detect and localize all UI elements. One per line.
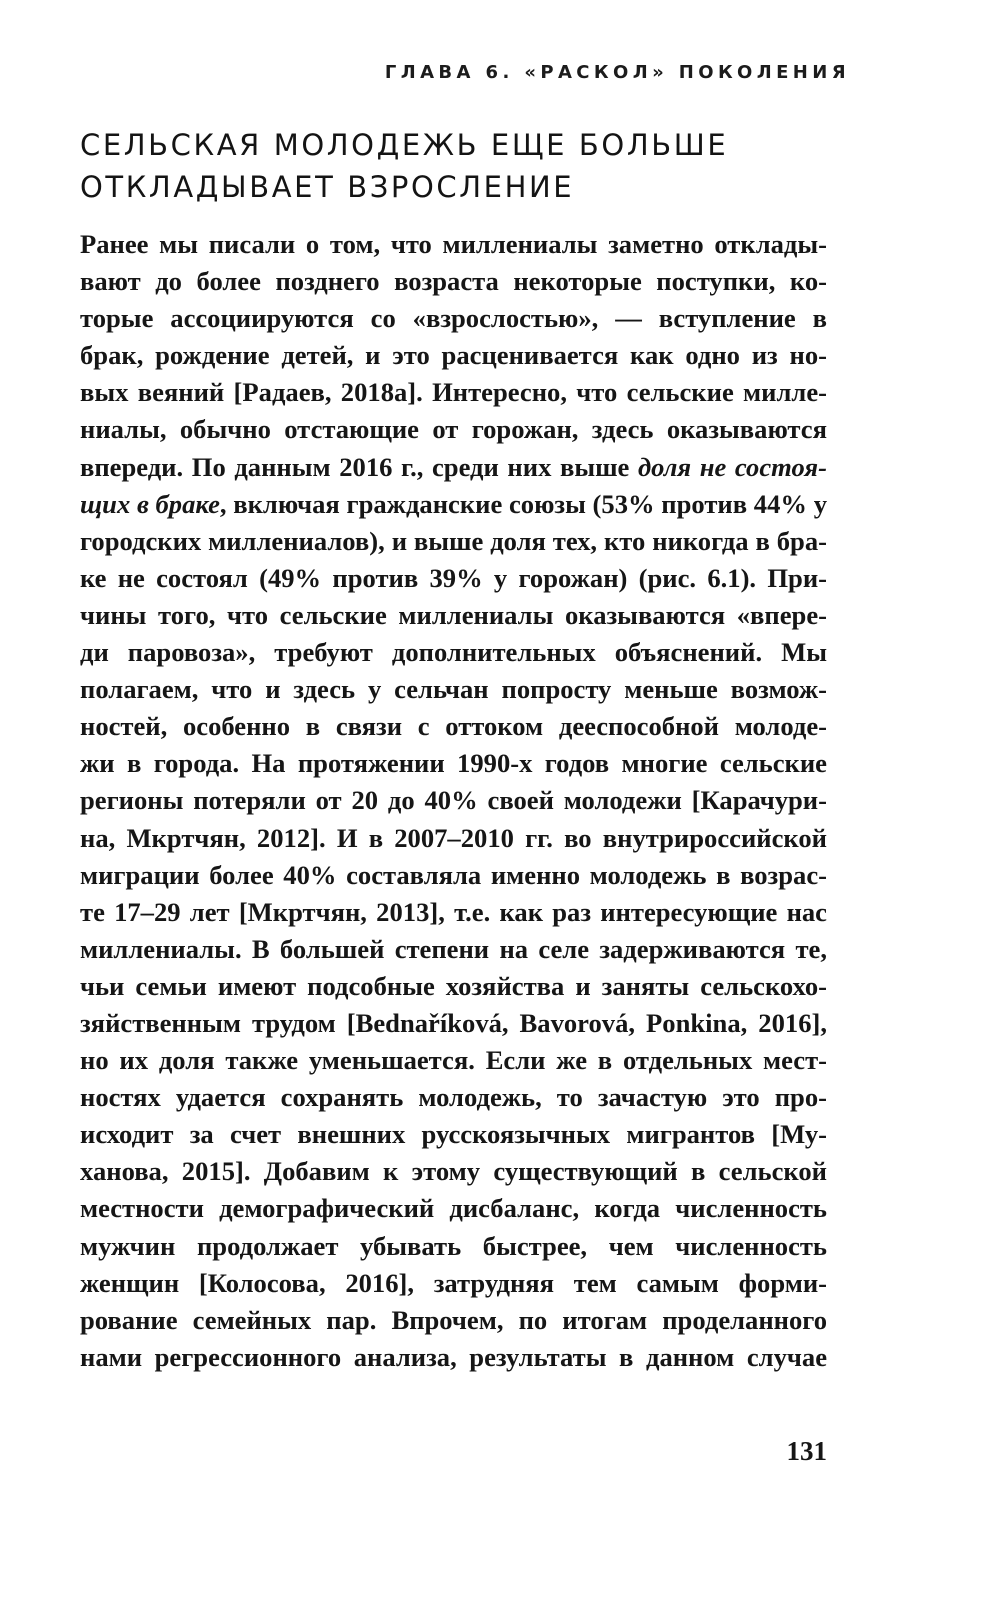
text-line: женщин [Колосова, 2016], затрудняя тем самым форми- [80,1267,827,1298]
page-number: 131 [786,1436,827,1466]
text-line: Ранее мы писали о том, что миллениалы заметно отклады- [80,229,827,259]
text-line: ностях удается сохранять молодежь, то зачастую это про- [80,1082,827,1113]
text-line: миллениалы. В большей степени на селе задерживаются те, [80,933,827,964]
text-line: мужчин продолжает убывать быстрее, чем численность [80,1230,827,1261]
text-line: вых веяний [Радаев, 2018а]. Интересно, что сельские милле- [80,377,827,408]
text-line: рование семейных пар. Впрочем, по итогам проделанного [80,1304,827,1335]
section-title-line: ОТКЛАДЫВАЕТ ВЗРОСЛЕНИЕ [80,170,575,204]
text-line: ханова, 2015]. Добавим к этому существующий в сельской [80,1156,827,1187]
section-title [80,124,728,208]
text-line: вают до более позднего возраста некоторые поступки, ко- [80,266,827,297]
text-line: исходит за счет внешних русскоязычных мигрантов [Му- [80,1119,827,1150]
text-line [80,486,827,523]
text-line: нами регрессионного анализа, результаты в данном случае [80,1341,827,1372]
italic-emphasis: щих в браке [80,488,220,519]
text-line: но их доля также уменьшается. Если же в отдельных мест- [80,1045,827,1076]
text-line: зяйственным трудом [Bednaříková, Bavorová, Ponkina, 2016], [80,1007,827,1038]
text-line: полагаем, что и здесь у сельчан попросту меньше возмож- [80,674,827,705]
text-line: ностей, особенно в связи с оттоком дееспособной молоде- [80,711,827,742]
text-line: городских миллениалов), и выше доля тех, кто никогда в бра- [80,525,827,556]
text-line: чьи семьи имеют подсобные хозяйства и заняты сельскохо- [80,970,827,1001]
text-line: чины того, что сельские миллениалы оказываются «впере- [80,599,827,630]
text-line: регионы потеряли от 20 до 40% своей молодежи [Карачури- [80,785,827,816]
text-line: ке не состоял (49% против 39% у горожан) (рис. 6.1). При- [80,562,827,593]
text-line: ди паровоза», требуют дополнительных объяснений. Мы [80,637,827,668]
text-line: миграции более 40% составляла именно молодежь в возрас- [80,859,827,890]
body-text [80,226,827,1376]
text-segment: , включая гражданские союзы (53% против 44% у [219,488,827,519]
section-title-line: СЕЛЬСКАЯ МОЛОДЕЖЬ ЕЩЕ БОЛЬШЕ [80,128,729,162]
text-line: те 17–29 лет [Мкртчян, 2013], т.е. как раз интересующие нас [80,896,827,927]
running-head: ГЛАВА 6. «РАСКОЛ» ПОКОЛЕНИЯ [384,62,850,83]
text-line [80,449,827,486]
italic-emphasis: доля не состоя- [637,451,827,482]
text-line: ниалы, обычно отстающие от горожан, здесь оказываются [80,414,827,445]
text-segment: впереди. По данным 2016 г., среди них выше [80,451,638,482]
text-line: брак, рождение детей, и это расценивается как одно из но- [80,340,827,371]
text-line: жи в города. На протяжении 1990-х годов многие сельские [80,748,827,779]
text-line: торые ассоциируются со «взрослостью», — вступление в [80,303,827,334]
text-line: на, Мкртчян, 2012]. И в 2007–2010 гг. во внутрироссийской [80,822,827,853]
text-line: местности демографический дисбаланс, когда численность [80,1193,827,1224]
